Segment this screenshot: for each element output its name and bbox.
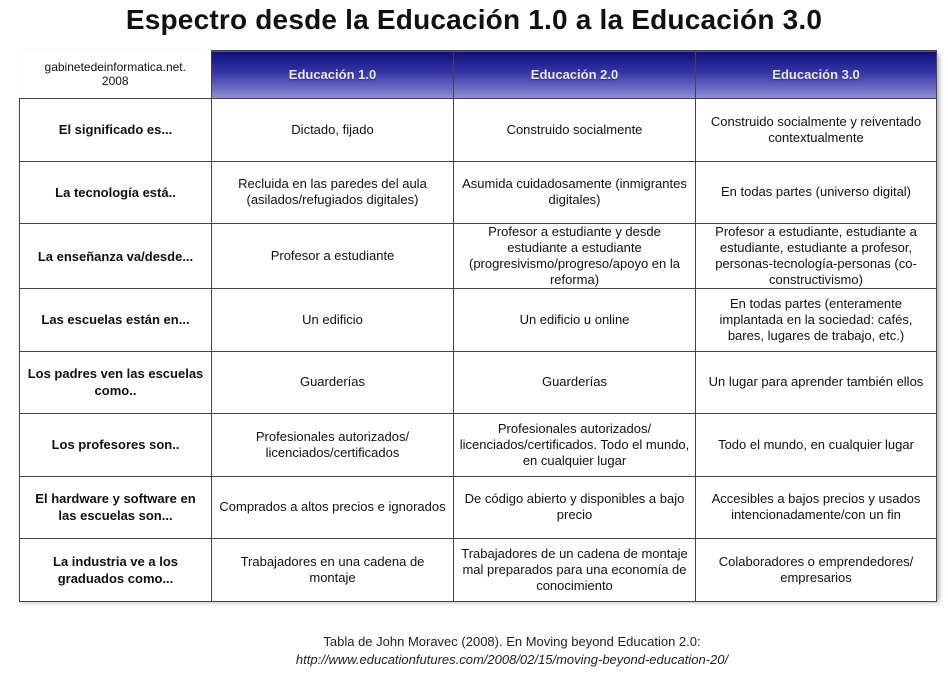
table-cell: Colaboradores o emprendedores/ empresarios [696,539,937,602]
table-cell: Dictado, fijado [212,99,454,162]
table-cell: En todas partes (universo digital) [696,161,937,224]
table-header-row [20,51,937,99]
table-row [20,289,937,352]
table-row [20,351,937,414]
row-label: La enseñanza va/desde... [20,224,212,289]
table-cell: Trabajadores en una cadena de montaje [212,539,454,602]
table-row [20,161,937,224]
table-row [20,224,937,289]
row-label: El significado es... [20,99,212,162]
table-cell: Un edificio u online [454,289,696,352]
table-cell: Profesor a estudiante [212,224,454,289]
table-cell: Asumida cuidadosamente (inmigrantes digitales) [454,161,696,224]
table-cell: Un edificio [212,289,454,352]
row-label: Los padres ven las escuelas como.. [20,351,212,414]
table-cell: Construido socialmente y reiventado contextualmente [696,99,937,162]
table-cell: Profesor a estudiante y desde estudiante a estudiante (progresivismo/progreso/apoyo en la reforma) [454,224,696,289]
table-row [20,539,937,602]
caption-citation: Tabla de John Moravec (2008). En Moving beyond Education 2.0: [323,634,701,649]
table-cell: Comprados a altos precios e ignorados [212,476,454,539]
table-cell: Trabajadores de un cadena de montaje mal preparados para una economía de conocimiento [454,539,696,602]
comparison-table [19,50,937,602]
page-title: Espectro desde la Educación 1.0 a la Educación 3.0 [125,4,823,35]
caption-url: http://www.educationfutures.com/2008/02/15/moving-beyond-education-20/ [295,652,729,667]
column-header-education-1: Educación 1.0 [212,51,454,99]
row-label: Los profesores son.. [20,414,212,477]
table-cell: Guarderías [454,351,696,414]
table-cell: Profesionales autorizados/ licenciados/certificados. Todo el mundo, en cualquier lugar [454,414,696,477]
row-label: La industria ve a los graduados como... [20,539,212,602]
table-cell: Guarderías [212,351,454,414]
source-site: gabinetedeinformatica.net. [44,60,186,75]
column-header-education-3: Educación 3.0 [696,51,937,99]
column-header-education-2: Educación 2.0 [454,51,696,99]
table-cell: Profesionales autorizados/ licenciados/certificados [212,414,454,477]
row-label: Las escuelas están en... [20,289,212,352]
row-label: La tecnología está.. [20,161,212,224]
table-cell: En todas partes (enteramente implantada en la sociedad: cafés, bares, lugares de trabajo, etc.) [696,289,937,352]
table-row [20,99,937,162]
table-cell: Profesor a estudiante, estudiante a estudiante, estudiante a profesor, personas-tecnología-personas (co-constructivismo) [696,224,937,289]
table-cell: De código abierto y disponibles a bajo precio [454,476,696,539]
table-cell: Un lugar para aprender también ellos [696,351,937,414]
table-cell: Recluida en las paredes del aula (asilados/refugiados digitales) [212,161,454,224]
table-row [20,414,937,477]
source-year: 2008 [101,74,129,89]
table-row [20,476,937,539]
table-cell: Construido socialmente [454,99,696,162]
comparison-table-container [19,50,936,598]
table-cell: Todo el mundo, en cualquier lugar [696,414,937,477]
table-cell: Accesibles a bajos precios y usados intencionadamente/con un fin [696,476,937,539]
source-attribution [20,51,212,99]
row-label: El hardware y software en las escuelas son... [20,476,212,539]
